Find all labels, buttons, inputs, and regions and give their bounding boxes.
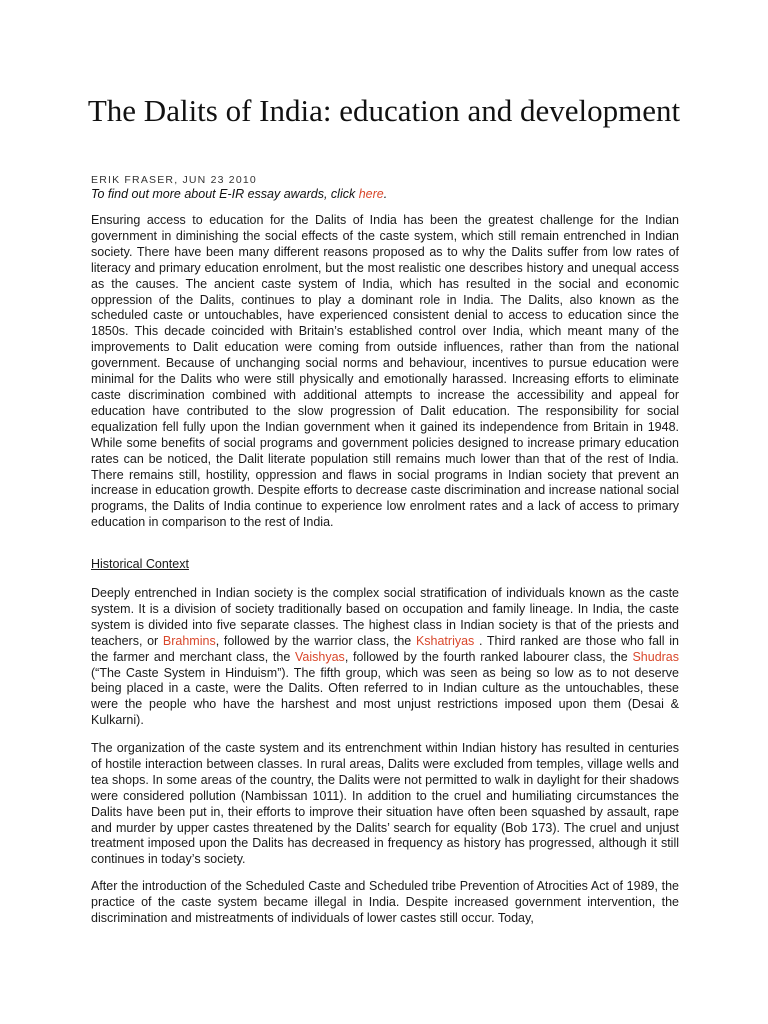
p2-text-b: , followed by the warrior class, the (215, 633, 416, 648)
award-period: . (383, 187, 388, 201)
article-title: The Dalits of India: education and development (87, 93, 681, 128)
paragraph-hostile-interaction: The organization of the caste system and its entrenchment within Indian history has resulted in centuries of hostile interaction between classes. In rural areas, Dalits were excluded from temples, village wells and tea shops. In some areas of the country, the Dalits were not permitted to walk in daylight for their shadows were considered pollution (Nambissan 1011). In addition to the cruel and humiliating circumstances the Dalits have been put in, their efforts to improve their situation have often been squashed by assault, rape and murder by upper castes threatened by the Dalits’ search for equality (Bob 173). The cruel and unjust treatment imposed upon the Dalits has decreased in frequency as history has progressed, although it still continues in today’s society. (91, 741, 679, 867)
section-heading-historical-context: Historical Context (91, 557, 189, 571)
p2-text-e: (“The Caste System in Hinduism”). The fifth group, which was seen as being so low as to not deserve being placed in a caste, were the Dalits. Often referred to in Indian culture as the untouchables, these were the people who have the harshest and most unjust restrictions imposed upon them (Desai & Kulkarni). (91, 665, 679, 728)
p2-text-d: , followed by the fourth ranked labourer class, the (344, 649, 633, 664)
term-brahmins[interactable]: Brahmins (162, 633, 216, 648)
paragraph-intro: Ensuring access to education for the Dalits of India has been the greatest challenge for the Indian government in diminishing the social effects of the caste system, which still remain entrenched in Indian society. There have been many different reasons proposed as to why the Dalits suffer from low rates of literacy and primary education enrolment, but the most realistic one describes history and unequal access as the causes. The ancient caste system of India, which has resulted in the social and economic oppression of the Dalits, continues to play a dominant role in India. The Dalits, also known as the scheduled caste or untouchables, have experienced consistent denial to access to education since the 1850s. This decade coincided with Britain’s established control over India, which meant many of the improvements to Dalit education were coming from outside influences, rather than from the national government. Because of unchanging social norms and behaviour, incentives to pursue education were minimal for the Dalits who were still physically and emotionally harassed. Increasing efforts to eliminate caste discrimination combined with additional attempts to increase the accessibility and appeal for education have contributed to the slow progression of Dalit education. The responsibility for social equalization fell fully upon the Indian government when it gained its independence from Britain in 1948. While some benefits of social programs and government policies designed to increase primary education rates can be noticed, the Dalit literate population still remains much lower than that of the rest of India. There remains still, hostility, oppression and flaws in social programs in Indian society that prevent an increase in education growth. Despite efforts to decrease caste discrimination and increase national social programs, the Dalits of India continue to experience low enrolment rates and a lack of access to primary education in comparison to the rest of India. (91, 213, 679, 530)
award-note (91, 187, 387, 201)
paragraph-atrocities-act: After the introduction of the Scheduled Caste and Scheduled tribe Prevention of Atrocities Act of 1989, the practice of the caste system became illegal in India. Despite increased government intervention, the discrimination and mistreatments of individuals of lower castes still occur. Today, (91, 879, 679, 925)
paragraph-caste-system (91, 586, 679, 729)
term-vaishyas[interactable]: Vaishyas (295, 649, 345, 664)
term-shudras[interactable]: Shudras (632, 649, 680, 664)
term-kshatriyas[interactable]: Kshatriyas (415, 633, 475, 648)
p2-text-c: . Third ranked are those who fall in the farmer and merchant class, the (91, 633, 680, 664)
award-text: To find out more about E-IR essay awards, click (91, 187, 359, 201)
p2-text-a: Deeply entrenched in Indian society is the complex social stratification of individuals known as the caste system. It is a division of society traditionally based on occupation and family lineage. In India, the caste system is divided into five separate classes. The highest class in Indian society is that of the priests and teachers, or (91, 586, 679, 648)
award-link[interactable]: here (358, 187, 384, 201)
author-date: ERIK FRASER, JUN 23 2010 (91, 174, 257, 186)
